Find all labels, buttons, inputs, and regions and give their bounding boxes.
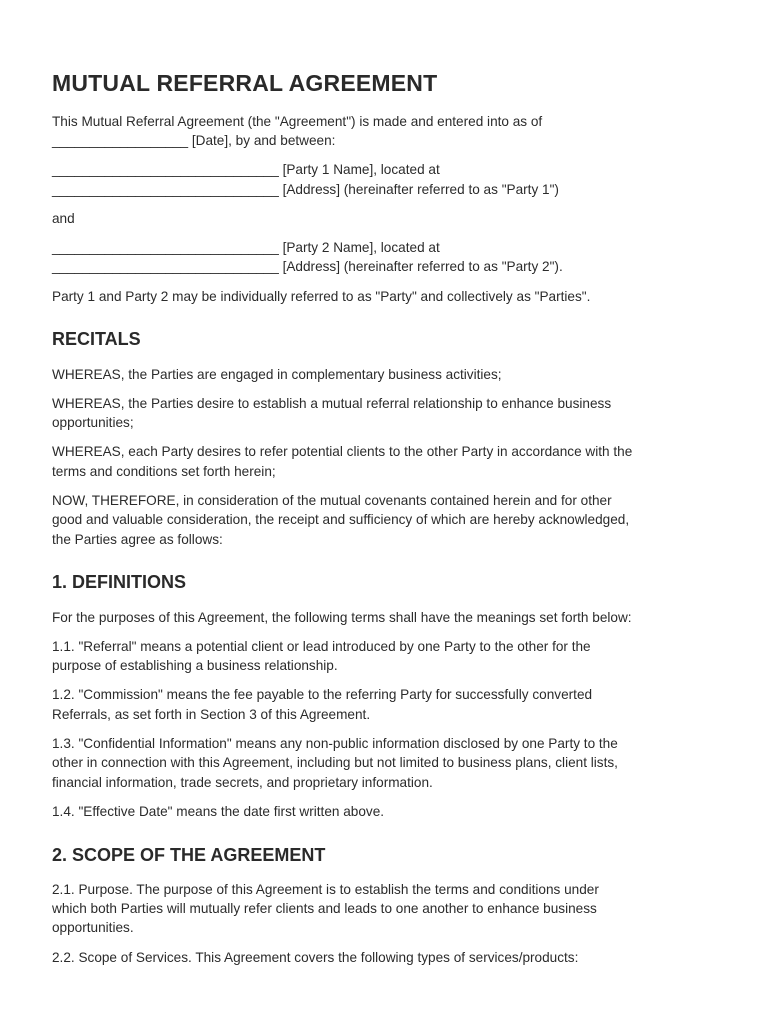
scope-heading: 2. SCOPE OF THE AGREEMENT bbox=[52, 845, 326, 865]
document-title: MUTUAL REFERRAL AGREEMENT bbox=[52, 70, 438, 96]
recital-4-line-1: NOW, THEREFORE, in consideration of the mutual covenants contained herein and for other bbox=[52, 493, 612, 508]
recital-2-line-1: WHEREAS, the Parties desire to establish a mutual referral relationship to enhance business bbox=[52, 396, 612, 411]
definition-1-1-line-1: 1.1. "Referral" means a potential client or lead introduced by one Party to the other for the bbox=[52, 639, 591, 654]
scope-2-1-line-3: opportunities. bbox=[52, 920, 134, 935]
recital-4-line-2: good and valuable consideration, the receipt and sufficiency of which are hereby acknowledged, bbox=[52, 512, 630, 527]
definitions-heading: 1. DEFINITIONS bbox=[52, 572, 187, 592]
recital-2-line-2: opportunities; bbox=[52, 415, 134, 430]
definition-1-3-line-1: 1.3. "Confidential Information" means any non-public information disclosed by one Party to the bbox=[52, 736, 618, 751]
definitions-intro: For the purposes of this Agreement, the following terms shall have the meanings set forth below: bbox=[52, 610, 632, 625]
parties-definition-text: Party 1 and Party 2 may be individually referred to as "Party" and collectively as "Parties". bbox=[52, 289, 591, 304]
recital-4-line-3: the Parties agree as follows: bbox=[52, 532, 223, 547]
definition-1-3-line-2: other in connection with this Agreement, including but not limited to business plans, client lists, bbox=[52, 755, 618, 770]
definition-1-2-line-1: 1.2. "Commission" means the fee payable to the referring Party for successfully converted bbox=[52, 687, 593, 702]
party1-name-line: ______________________________ [Party 1 Name], located at bbox=[52, 162, 440, 177]
scope-2-1-line-2: which both Parties will mutually refer clients and leads to one another to enhance business bbox=[52, 901, 597, 916]
party2-address-line: ______________________________ [Address] (hereinafter referred to as "Party 2"). bbox=[52, 259, 563, 274]
definition-1-1-line-2: purpose of establishing a business relationship. bbox=[52, 658, 338, 673]
scope-2-1-line-1: 2.1. Purpose. The purpose of this Agreement is to establish the terms and conditions under bbox=[52, 882, 599, 897]
party1-address-line: ______________________________ [Address] (hereinafter referred to as "Party 1") bbox=[52, 182, 559, 197]
and-text: and bbox=[52, 211, 75, 226]
party2-name-line: ______________________________ [Party 2 Name], located at bbox=[52, 240, 440, 255]
intro-line-2: __________________ [Date], by and between: bbox=[52, 133, 336, 148]
recital-3-line-1: WHEREAS, each Party desires to refer potential clients to the other Party in accordance with the bbox=[52, 444, 633, 459]
definition-1-3-line-3: financial information, trade secrets, and proprietary information. bbox=[52, 775, 433, 790]
intro-line-1: This Mutual Referral Agreement (the "Agreement") is made and entered into as of bbox=[52, 114, 543, 129]
scope-2-2: 2.2. Scope of Services. This Agreement covers the following types of services/products: bbox=[52, 950, 579, 965]
definition-1-4: 1.4. "Effective Date" means the date first written above. bbox=[52, 804, 385, 819]
recitals-heading: RECITALS bbox=[52, 329, 141, 349]
recital-1: WHEREAS, the Parties are engaged in complementary business activities; bbox=[52, 367, 502, 382]
recital-3-line-2: terms and conditions set forth herein; bbox=[52, 464, 276, 479]
definition-1-2-line-2: Referrals, as set forth in Section 3 of this Agreement. bbox=[52, 707, 371, 722]
